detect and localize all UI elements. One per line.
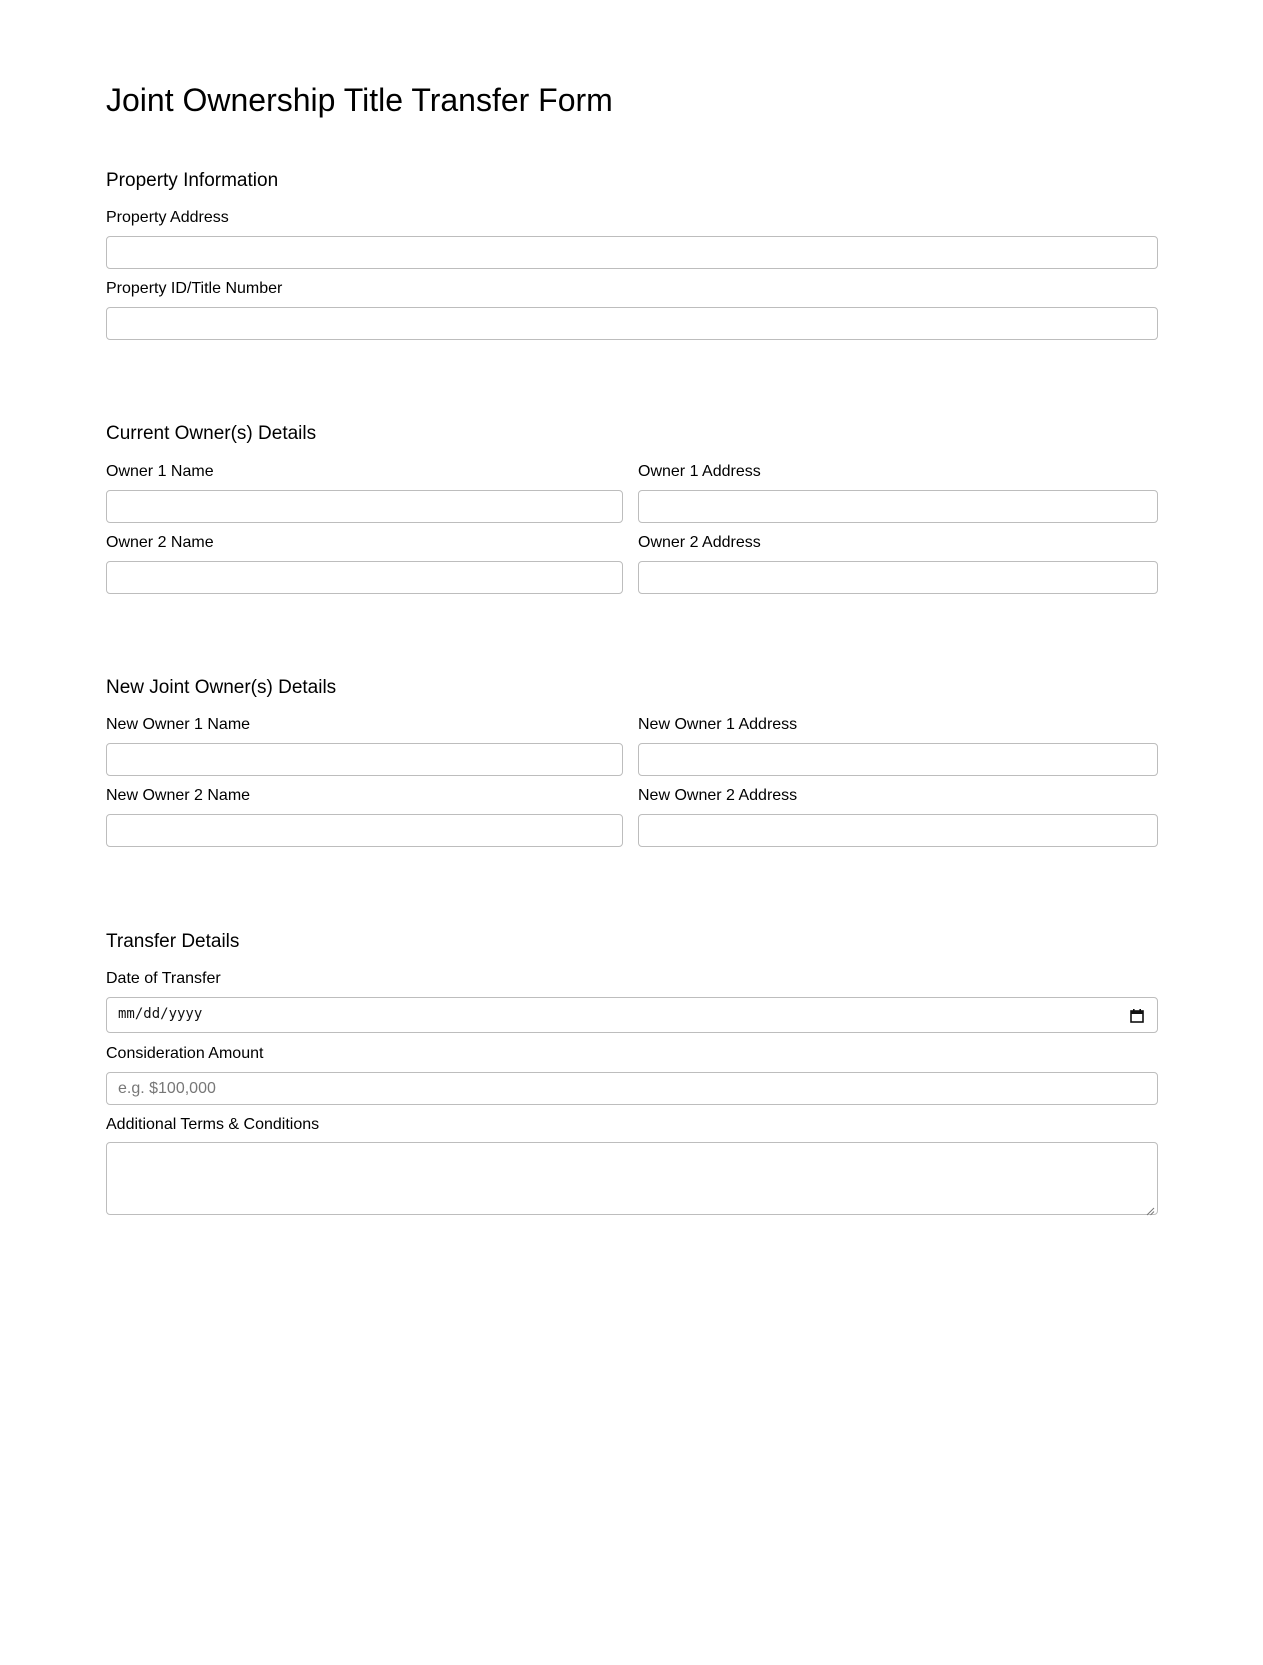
- owner2-address-input[interactable]: [638, 561, 1158, 594]
- consideration-placeholder: e.g. $100,000: [118, 1080, 216, 1097]
- new-owner1-address-label: New Owner 1 Address: [638, 716, 798, 733]
- additional-terms-textarea[interactable]: [106, 1142, 1158, 1215]
- new-owner1-name-input[interactable]: [106, 743, 623, 776]
- section-title-property: Property Information: [106, 170, 279, 191]
- additional-terms-label: Additional Terms & Conditions: [106, 1116, 320, 1133]
- new-owner1-address-input[interactable]: [638, 743, 1158, 776]
- new-owner2-address-label: New Owner 2 Address: [638, 787, 798, 804]
- owner2-name-label: Owner 2 Name: [106, 534, 214, 551]
- date-placeholder: mm/dd/yyyy: [118, 1006, 203, 1022]
- new-owner2-address-input[interactable]: [638, 814, 1158, 847]
- section-title-current-owners: Current Owner(s) Details: [106, 423, 317, 444]
- owner1-name-input[interactable]: [106, 490, 623, 523]
- property-address-label: Property Address: [106, 209, 229, 226]
- consideration-amount-label: Consideration Amount: [106, 1045, 264, 1062]
- new-owner2-name-input[interactable]: [106, 814, 623, 847]
- date-of-transfer-input[interactable]: [106, 997, 1158, 1033]
- consideration-amount-input[interactable]: [106, 1072, 1158, 1105]
- property-address-input[interactable]: [106, 236, 1158, 269]
- owner2-name-input[interactable]: [106, 561, 623, 594]
- owner1-address-input[interactable]: [638, 490, 1158, 523]
- resize-handle-icon[interactable]: [1146, 1203, 1155, 1212]
- owner2-address-label: Owner 2 Address: [638, 534, 761, 551]
- property-title-number-input[interactable]: [106, 307, 1158, 340]
- section-title-transfer: Transfer Details: [106, 931, 240, 952]
- property-title-number-label: Property ID/Title Number: [106, 280, 283, 297]
- section-title-new-owners: New Joint Owner(s) Details: [106, 677, 337, 698]
- new-owner2-name-label: New Owner 2 Name: [106, 787, 251, 804]
- date-of-transfer-label: Date of Transfer: [106, 970, 221, 987]
- page-title: Joint Ownership Title Transfer Form: [106, 82, 613, 118]
- owner1-name-label: Owner 1 Name: [106, 463, 214, 480]
- new-owner1-name-label: New Owner 1 Name: [106, 716, 251, 733]
- calendar-icon[interactable]: [1130, 1008, 1144, 1023]
- owner1-address-label: Owner 1 Address: [638, 463, 761, 480]
